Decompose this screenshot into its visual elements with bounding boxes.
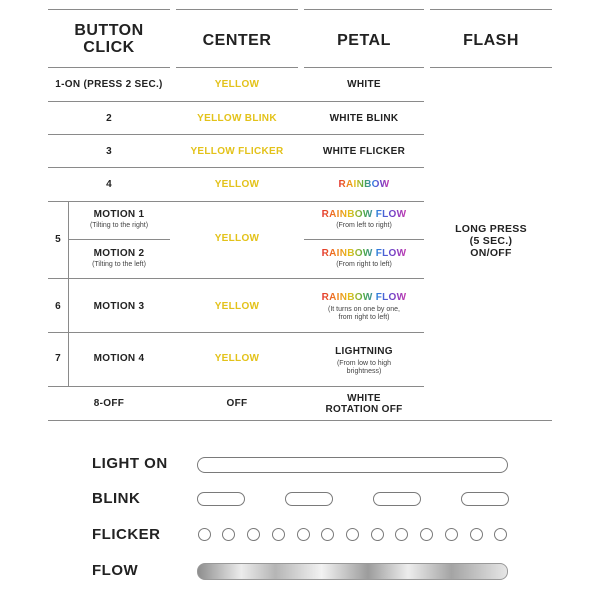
header-petal: PETAL [337, 32, 391, 49]
row5-petal2-label: RAINBOW FLOW [321, 248, 407, 259]
row5-petal1-sub: (From left to right) [336, 222, 392, 229]
row2-center: YELLOW BLINK [197, 113, 277, 124]
row6-petal-label: RAINBOW FLOW [321, 292, 407, 303]
row4-button: 4 [106, 179, 112, 190]
flicker-dot [321, 528, 334, 541]
flicker-dot [470, 528, 483, 541]
flicker-dot [371, 528, 384, 541]
row1-center: YELLOW [214, 79, 260, 90]
row5-motion2 [68, 248, 170, 269]
row5-petal1 [304, 209, 424, 230]
row1-button: 1-ON (PRESS 2 SEC.) [55, 79, 163, 90]
legend-flow-label: FLOW [92, 562, 139, 579]
row3-center: YELLOW FLICKER [190, 146, 284, 157]
row6-petal-sub: (It turns on one by one, from right to left) [328, 306, 400, 321]
flow-bar [197, 563, 508, 580]
row8-petal: WHITE ROTATION OFF [325, 393, 403, 415]
row6-center: YELLOW [214, 301, 260, 312]
motion1-label: MOTION 1 [93, 209, 145, 220]
flicker-dot [445, 528, 458, 541]
row2-petal: WHITE BLINK [329, 113, 399, 124]
flicker-dot [272, 528, 285, 541]
flicker-dot [494, 528, 507, 541]
row1-petal: WHITE [347, 79, 381, 90]
row3-button: 3 [106, 146, 112, 157]
blink-segment [461, 492, 509, 506]
flicker-dot [247, 528, 260, 541]
row7-center: YELLOW [214, 353, 260, 364]
motion2-sub: (Tilting to the left) [92, 261, 146, 268]
row4-petal-label: RAINBOW [338, 179, 390, 190]
flicker-dot [420, 528, 433, 541]
flash-instruction: LONG PRESS (5 SEC.) ON/OFF [455, 223, 527, 259]
row8-center: OFF [226, 398, 248, 409]
legend-flicker-label: FLICKER [92, 526, 161, 543]
flicker-dot [222, 528, 235, 541]
row7-motion4: MOTION 4 [93, 353, 145, 364]
row5-number: 5 [55, 234, 61, 245]
flicker-dot [346, 528, 359, 541]
flicker-dot [198, 528, 211, 541]
blink-segment [373, 492, 421, 506]
header-center: CENTER [202, 32, 272, 49]
row5-motion1 [68, 209, 170, 230]
row6-number: 6 [55, 301, 61, 312]
row7-petal-sub: (From low to high brightness) [336, 360, 392, 375]
motion1-sub: (Tilting to the right) [89, 222, 149, 229]
row2-button: 2 [106, 113, 112, 124]
row7-number: 7 [55, 353, 61, 364]
row5-center: YELLOW [214, 233, 260, 244]
motion2-label: MOTION 2 [93, 248, 145, 259]
row6-petal [304, 292, 424, 322]
light-on-bar [197, 457, 508, 473]
row4-center: YELLOW [214, 179, 260, 190]
blink-segment [197, 492, 245, 506]
header-button-click: BUTTON CLICK [74, 22, 144, 56]
flicker-dot [297, 528, 310, 541]
legend-blink-label: BLINK [92, 490, 141, 507]
header-flash: FLASH [463, 32, 519, 49]
row4-petal [304, 179, 424, 190]
row5-petal2 [304, 248, 424, 269]
flicker-dot [395, 528, 408, 541]
row7-petal-label: LIGHTNING [335, 346, 393, 357]
legend-light-on-label: LIGHT ON [92, 455, 168, 472]
row5-petal2-sub: (From right to left) [336, 261, 392, 268]
row5-petal1-label: RAINBOW FLOW [321, 209, 407, 220]
row8-button: 8-OFF [93, 398, 125, 409]
row7-petal [304, 346, 424, 376]
blink-segment [285, 492, 333, 506]
row3-petal: WHITE FLICKER [322, 146, 406, 157]
row6-motion3: MOTION 3 [93, 301, 145, 312]
